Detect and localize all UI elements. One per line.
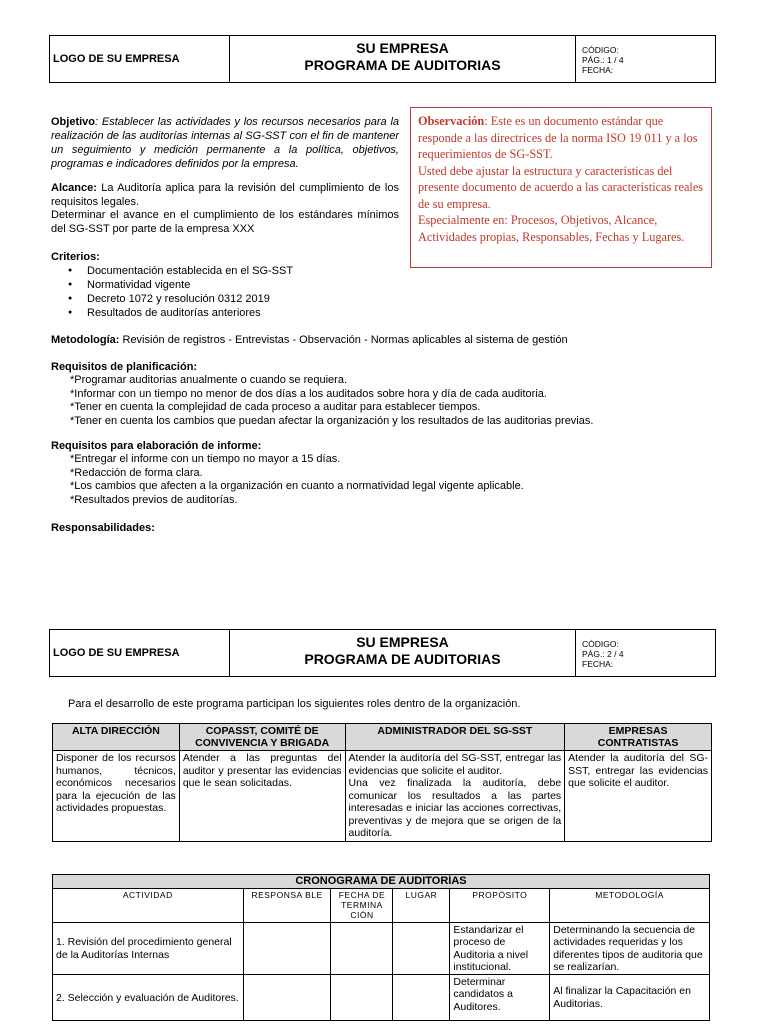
list-item: *Tener en cuenta la complejidad de cada proceso a auditar para establecer tiempos. [70,401,481,413]
cell-text: Atender la auditoría del SG-SST, entregar las evidencias que solicite el auditor. [348,752,562,777]
responsabilidades-label: Responsabilidades: [51,522,155,534]
cell-text: Una vez finalizada la auditoría, debe comunicar los resultados a las partes interesadas e iniciar las acciones correctivas, preventivas y de mejora que se origen de la auditoría. [348,777,562,839]
cronograma-title: CRONOGRAMA DE AUDITORÍAS [53,875,710,889]
table-cell: Atender a las preguntas del auditor y presentar las evidencias que le sean solicitadas. [179,751,345,842]
table-cell [393,975,450,1021]
table-header-row [53,889,710,923]
column-header: COPASST, COMITÉ DE CONVIVENCIA Y BRIGADA [179,724,345,751]
codigo-label: CÓDIGO: [582,639,619,649]
informe-section [51,440,711,507]
column-header: ADMINISTRADOR DEL SG-SST [345,724,565,751]
table-title-row [53,875,710,889]
column-header: ALTA DIRECCIÓN [53,724,180,751]
program-title: PROGRAMA DE AUDITORIAS [304,651,501,667]
table-cell: Estandarizar el proceso de Auditoria a nivel institucional. [450,923,550,975]
codigo-label: CÓDIGO: [582,45,619,55]
observacion-text-3: Especialmente en: Procesos, Objetivos, Alcance, Actividades propias, Responsables, Fechas y Lugares. [418,213,685,244]
table-header-row [53,724,712,751]
alcance-section [51,182,399,236]
list-item: *Redacción de forma clara. [70,466,203,479]
metodologia-text: Revisión de registros - Entrevistas - Observación - Normas aplicables al sistema de gestión [119,334,568,346]
document-meta [576,630,715,676]
alcance-label: Alcance: [51,182,97,194]
criterios-label: Criterios: [51,251,100,263]
observacion-text-1: : Este es un documento estándar que responde a las directrices de la norma ISO 19 011 y a los requerimientos de SG-SST. [418,114,698,161]
company-name: SU EMPRESA [356,634,449,650]
informe-label: Requisitos para elaboración de informe: [51,440,262,452]
fecha-label: FECHA: [582,659,614,669]
column-header: RESPONSA BLE [243,889,331,923]
table-cell: Atender la auditoría del SG-SST, entregar las evidencias que solicite el auditor. [565,751,712,842]
alcance-text-2: Determinar el avance en el cumplimiento de los estándares mínimos del SG-SST por parte de la empresa XXX [51,209,399,235]
page-header-2 [49,629,716,677]
table-cell [331,923,393,975]
column-header: LUGAR [393,889,450,923]
page-header-1 [49,35,716,83]
page-number: PÁG.: 2 / 4 [582,649,624,659]
list-item: ● Documentación establecida en el SG-SST [51,264,451,278]
table-row [53,923,710,975]
column-header: ACTIVIDAD [53,889,244,923]
table-row [53,975,710,1021]
company-logo-placeholder: LOGO DE SU EMPRESA [50,36,230,82]
alcance-text: La Auditoría aplica para la revisión del cumplimiento de los requisitos legales. [51,182,399,208]
criterios-section [51,250,451,320]
table-cell: 2. Selección y evaluación de Auditores. [53,975,244,1021]
table-row [53,751,712,842]
table-cell [243,975,331,1021]
planificacion-section [51,361,711,428]
criterios-list [51,264,451,320]
list-item: ● Normatividad vigente [51,278,451,292]
column-header: METODOLOGÍA [550,889,710,923]
fecha-label: FECHA: [582,65,614,75]
observacion-label: Observación [418,114,485,128]
planificacion-label: Requisitos de planificación: [51,361,198,373]
column-header: PROPÓSITO [450,889,550,923]
objetivo-text: : Establecer las actividades y los recursos necesarios para la realización de las auditorías internas al SG-SST con el fin de mantener un seguimiento y medición permanente a la política, objetivos, programas e indicadores definidos por la empresa. [51,116,399,170]
list-item: *Tener en cuenta los cambios que puedan afectar la organización y los resultados de las auditorias previas. [70,414,594,427]
table-cell: 1. Revisión del procedimiento general de la Auditorías Internas [53,923,244,975]
program-title: PROGRAMA DE AUDITORIAS [304,57,501,73]
page-number: PÁG.: 1 / 4 [582,55,624,65]
column-header: EMPRESAS CONTRATISTAS [565,724,712,751]
table-cell: Al finalizar la Capacitación en Auditorias. [550,975,710,1021]
header-title [230,36,576,82]
company-name: SU EMPRESA [356,40,449,56]
roles-intro: Para el desarrollo de este programa participan los siguientes roles dentro de la organización. [68,698,521,710]
list-item: *Los cambios que afecten a la organización en cuanto a normatividad legal vigente aplicable. [70,480,524,492]
list-item: *Resultados previos de auditorías. [70,493,238,506]
cronograma-table [52,874,710,1021]
table-cell [345,751,565,842]
table-cell [243,923,331,975]
company-logo-placeholder: LOGO DE SU EMPRESA [50,630,230,676]
list-item: ● Decreto 1072 y resolución 0312 2019 [51,292,451,306]
list-item: ● Resultados de auditorías anteriores [51,306,451,320]
document-meta [576,36,715,82]
header-title [230,630,576,676]
column-header: FECHA DE TERMINA CIÓN [331,889,393,923]
list-item: *Programar auditorias anualmente o cuando se requiera. [70,374,347,386]
list-item: *Entregar el informe con un tiempo no mayor a 15 días. [70,453,341,465]
objetivo-section [51,115,399,171]
table-cell [393,923,450,975]
metodologia-label: Metodología: [51,334,120,346]
table-cell: Disponer de los recursos humanos, técnicos, económicos necesarios para la ejecución de las actividades propuestas. [53,751,180,842]
table-cell [331,975,393,1021]
observation-box [410,107,712,268]
table-cell: Determinar candidatos a Auditores. [450,975,550,1021]
objetivo-label: Objetivo [51,116,96,128]
table-cell: Determinando la secuencia de actividades requeridas y los diferentes tipos de auditoria que se realizarían. [550,923,710,975]
metodologia-section [51,333,711,347]
roles-table [52,723,712,842]
list-item: *Informar con un tiempo no menor de dos días a los auditados sobre hora y día de cada auditoria. [70,387,547,400]
observacion-text-2: Usted debe ajustar la estructura y características del presente documento de acuerdo a las características reales de su empresa. [418,163,704,211]
